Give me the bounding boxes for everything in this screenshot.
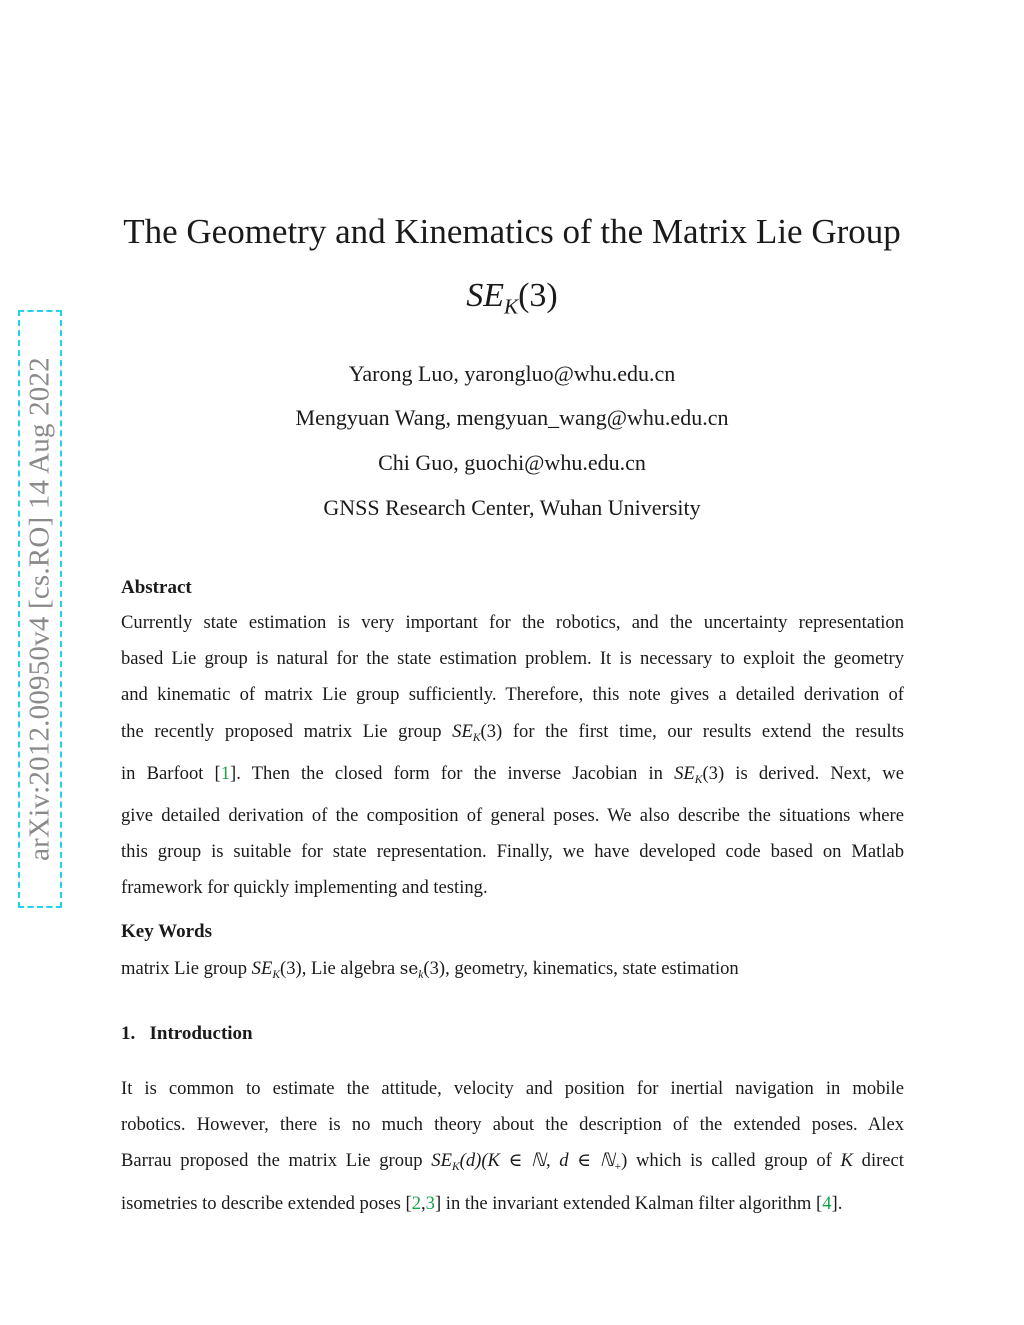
math-group-sub: K — [272, 969, 280, 982]
intro-text: ]. — [831, 1192, 843, 1214]
math-group-sub: K — [694, 773, 703, 786]
math-group-arg: (3) — [480, 720, 503, 742]
intro-text: isometries to describe extended poses [ — [121, 1192, 412, 1214]
citation-sep: , — [421, 1192, 426, 1214]
math-K: K — [840, 1150, 853, 1172]
intro-text: Barrau proposed the matrix Lie group — [121, 1150, 423, 1172]
math-expression: (d)(K ∈ ℕ, d ∈ ℕ — [459, 1150, 615, 1172]
intro-body — [121, 1071, 904, 1222]
intro-text: ] in the invariant extended Kalman filter algorithm [ — [434, 1192, 823, 1214]
intro-line: robotics. However, there is no much theory about the description of the extended poses. Alex — [121, 1114, 904, 1136]
keywords-text: , Lie algebra — [301, 958, 396, 979]
title-group-main: SE — [466, 277, 505, 314]
abstract-body — [121, 605, 904, 907]
intro-line — [121, 1143, 904, 1185]
intro-line — [121, 1186, 904, 1222]
math-group: SE — [251, 958, 273, 979]
math-group-arg: (3) — [702, 762, 725, 784]
keywords-body — [121, 950, 904, 993]
math-group-sub: K — [472, 731, 481, 744]
math-group: SE — [431, 1150, 452, 1172]
arxiv-stamp-text: arXiv:2012.00950v4 [cs.RO] 14 Aug 2022 — [23, 357, 56, 861]
keywords-heading: Key Words — [121, 921, 212, 942]
abstract-text: the recently proposed matrix Lie group — [121, 720, 442, 742]
abstract-line: framework for quickly implementing and testing. — [121, 877, 488, 899]
paper-title-group — [0, 276, 1024, 326]
section-number: 1. — [121, 1023, 136, 1044]
paper-title: The Geometry and Kinematics of the Matrix Lie Group — [123, 212, 901, 251]
math-group: SE — [452, 720, 473, 742]
abstract-text: ]. Then the closed form for the inverse Jacobian in — [230, 762, 663, 784]
abstract-text: in Barfoot [ — [121, 762, 221, 784]
citation-link[interactable]: 3 — [425, 1192, 435, 1214]
title-group-sub: K — [504, 294, 519, 319]
math-group-sub: K — [451, 1161, 460, 1174]
section-title: Introduction — [149, 1023, 253, 1044]
math-plus-sub: + — [614, 1161, 622, 1174]
abstract-line — [121, 756, 904, 798]
intro-heading — [121, 1022, 253, 1046]
lie-algebra-symbol: se — [399, 958, 419, 978]
abstract-text: is derived. Next, we — [735, 762, 904, 784]
math-group-arg: (3) — [280, 958, 302, 979]
abstract-line: Currently state estimation is very important for the robotics, and the uncertainty representation — [121, 612, 904, 633]
author-3: Chi Guo, guochi@whu.edu.cn — [378, 450, 646, 475]
author-2: Mengyuan Wang, mengyuan_wang@whu.edu.cn — [295, 405, 729, 430]
abstract-line: this group is suitable for state representation. Finally, we have developed code based on Matlab — [121, 841, 904, 863]
abstract-line: give detailed derivation of the composition of general poses. We also describe the situations where — [121, 805, 904, 827]
affiliation: GNSS Research Center, Wuhan University — [323, 495, 701, 520]
arxiv-stamp — [18, 310, 62, 908]
citation-link[interactable]: 4 — [822, 1192, 832, 1214]
intro-line: It is common to estimate the attitude, velocity and position for inertial navigation in mobile — [121, 1078, 904, 1099]
abstract-line: based Lie group is natural for the state estimation problem. It is necessary to exploit the geometry — [121, 648, 904, 670]
intro-text: which is called group of — [636, 1150, 832, 1172]
abstract-text: for the first time, our results extend the results — [512, 720, 904, 742]
abstract-heading: Abstract — [121, 577, 192, 598]
abstract-line: and kinematic of matrix Lie group sufficiently. Therefore, this note gives a detailed derivation of — [121, 684, 904, 706]
author-1: Yarong Luo, yarongluo@whu.edu.cn — [348, 361, 676, 386]
title-group-arg: (3) — [518, 277, 558, 314]
citation-link[interactable]: 1 — [220, 762, 231, 784]
math-close: ) — [621, 1150, 628, 1172]
citation-link[interactable]: 2 — [411, 1192, 421, 1214]
keywords-line — [121, 950, 904, 993]
keywords-text: matrix Lie group — [121, 958, 247, 979]
lie-algebra-sub: k — [418, 969, 424, 982]
abstract-line — [121, 714, 904, 756]
keywords-text: (3), geometry, kinematics, state estimation — [423, 958, 739, 979]
math-group: SE — [674, 762, 695, 784]
intro-text: direct — [861, 1150, 904, 1172]
